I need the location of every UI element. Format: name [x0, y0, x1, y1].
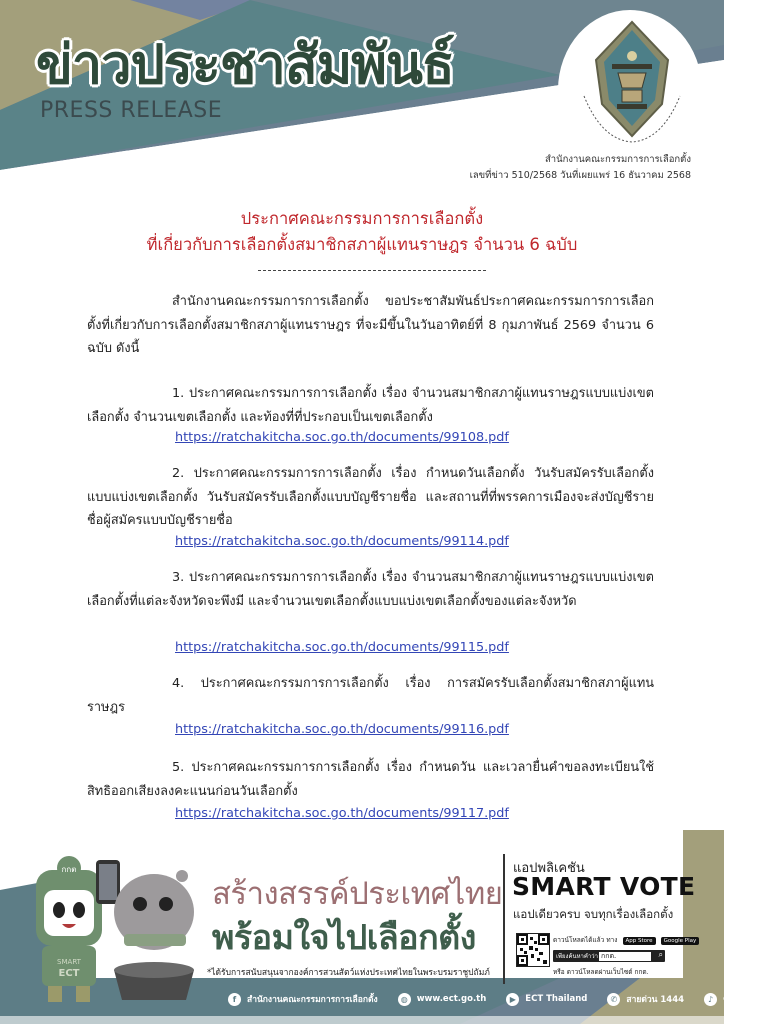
search-label: เพียงค้นหาคำว่า: [556, 953, 599, 960]
app-store-button[interactable]: App Store: [623, 937, 656, 945]
announcement-link-2[interactable]: https://ratchakitcha.soc.go.th/documents/99114.pdf: [175, 534, 509, 549]
app-label: แอปพลิเคชัน: [513, 861, 585, 876]
download-text: ดาวน์โหลดได้แล้ว ทาง: [553, 936, 618, 944]
youtube-icon[interactable]: ▶: [506, 993, 519, 1006]
download-row: [553, 935, 699, 945]
qr-code-icon: [517, 934, 549, 966]
sponsor-note: *ได้รับการสนับสนุนจากองค์การสวนสัตว์แห่งประเทศไทยในพระบรมราชูปถัมภ์: [207, 968, 490, 978]
announcement-text: 4. ประกาศคณะกรรมการการเลือกตั้ง เรื่อง การสมัครรับเลือกตั้งสมาชิกสภาผู้แทนราษฎร: [87, 676, 654, 715]
svg-text:ECT: ECT: [58, 968, 80, 979]
announcement-text: 5. ประกาศคณะกรรมการการเลือกตั้ง เรื่อง กำหนดวัน และเวลายื่นคำขอลงทะเบียนใช้สิทธิออกเสียงลงคะแนนก่อนวันเลือกตั้ง: [87, 760, 654, 799]
tiktok-icon[interactable]: ♪: [704, 993, 717, 1006]
contact-bar: [228, 992, 781, 1006]
intro-paragraph: [87, 290, 654, 361]
facebook-icon[interactable]: f: [228, 993, 241, 1006]
footer-banner: [0, 830, 781, 1024]
contact-tiktok[interactable]: ect.thailand: [723, 994, 781, 1004]
ect-logo: [562, 18, 702, 148]
announcement-item-3: [87, 566, 654, 613]
search-input: กกต.: [599, 952, 651, 961]
contact-youtube[interactable]: ECT Thailand: [525, 994, 588, 1004]
app-tagline: แอปเดียวครบ จบทุกเรื่องเลือกตั้ง: [513, 907, 674, 921]
ect-emblem-icon: [562, 18, 702, 148]
office-name: สำนักงานคณะกรรมการการเลือกตั้ง: [544, 154, 691, 165]
slogan-line-2: พร้อมใจไปเลือกตั้ง: [212, 918, 476, 958]
google-play-button[interactable]: Google Play: [661, 937, 700, 945]
contact-website[interactable]: www.ect.go.th: [416, 994, 487, 1004]
announcement-link-3[interactable]: https://ratchakitcha.soc.go.th/documents/99115.pdf: [175, 640, 509, 655]
header: [0, 0, 724, 200]
vertical-divider: [503, 854, 505, 984]
intro-text: สำนักงานคณะกรรมการการเลือกตั้ง ขอประชาสัมพันธ์ประกาศคณะกรรมการการเลือกตั้งที่เกี่ยวกับการเลือกตั้งสมาชิกสภาผู้แทนราษฎร ที่จะมีขึ้นในวันอาทิตย์ที่ 8 กุมภาพันธ์ 2569 จำนวน 6 ฉบับ ดังนี้: [87, 294, 654, 356]
news-number-date: เลขที่ข่าว 510/2568 วันที่เผยแพร่ 16 ธันวาคม 2568: [469, 170, 691, 181]
announcement-item-5: [87, 756, 654, 803]
app-name: SMART VOTE: [512, 872, 696, 901]
qr-code[interactable]: [516, 933, 550, 967]
svg-text:SMART: SMART: [57, 958, 81, 966]
press-release-title-thai: ข่าวประชาสัมพันธ์: [36, 33, 454, 96]
announcement-item-4: [87, 672, 654, 719]
announcement-text: 3. ประกาศคณะกรรมการการเลือกตั้ง เรื่อง จำนวนสมาชิกสภาผู้แทนราษฎรแบบแบ่งเขตเลือกตั้งที่แต่ละจังหวัดจะพึงมี และจำนวนเขตเลือกตั้งแบบแบ่งเขตเลือกตั้งของแต่ละจังหวัด: [87, 570, 654, 609]
announcement-link-1[interactable]: https://ratchakitcha.soc.go.th/documents/99108.pdf: [175, 430, 509, 445]
phone-icon[interactable]: ✆: [607, 993, 620, 1006]
separator-line: [258, 270, 486, 271]
svg-text:กกต: กกต: [61, 865, 77, 874]
search-icon: ⌕: [658, 950, 663, 959]
announcement-item-1: [87, 382, 654, 429]
contact-facebook[interactable]: สำนักงานคณะกรรมการการเลือกตั้ง: [247, 995, 378, 1005]
announcement-text: 2. ประกาศคณะกรรมการการเลือกตั้ง เรื่อง กำหนดวันเลือกตั้ง วันรับสมัครรับเลือกตั้งแบบแบ่งเขตเลือกตั้ง วันรับสมัครรับเลือกตั้งแบบบัญชีรายชื่อ และสถานที่ที่พรรคการเมืองจะส่งบัญชีรายชื่อผู้สมัครแบบบัญชีรายชื่อ: [87, 466, 654, 528]
document-title-line-2: ที่เกี่ยวกับการเลือกตั้งสมาชิกสภาผู้แทนราษฎร จำนวน 6 ฉบับ: [146, 235, 578, 254]
mascot-illustration: [14, 850, 214, 1010]
app-search-box: [553, 950, 665, 962]
announcement-text: 1. ประกาศคณะกรรมการการเลือกตั้ง เรื่อง จำนวนสมาชิกสภาผู้แทนราษฎรแบบแบ่งเขตเลือกตั้ง จำนวนเขตเลือกตั้ง และท้องที่ที่ประกอบเป็นเขตเลือกตั้ง: [87, 386, 654, 425]
contact-hotline[interactable]: สายด่วน 1444: [626, 995, 685, 1005]
web-download-text: หรือ ดาวน์โหลดผ่านเว็บไซต์ กกต.: [553, 968, 649, 976]
announcement-link-4[interactable]: https://ratchakitcha.soc.go.th/documents/99116.pdf: [175, 722, 509, 737]
news-meta: [470, 152, 691, 184]
document-title-line-1: ประกาศคณะกรรมการการเลือกตั้ง: [240, 209, 484, 228]
press-release-title-english: PRESS RELEASE: [40, 98, 223, 123]
announcement-link-5[interactable]: https://ratchakitcha.soc.go.th/documents/99117.pdf: [175, 806, 509, 821]
globe-icon[interactable]: ◍: [398, 993, 411, 1006]
announcement-item-2: [87, 462, 654, 533]
slogan-line-1: สร้างสรรค์ประเทศไทย: [212, 876, 503, 912]
